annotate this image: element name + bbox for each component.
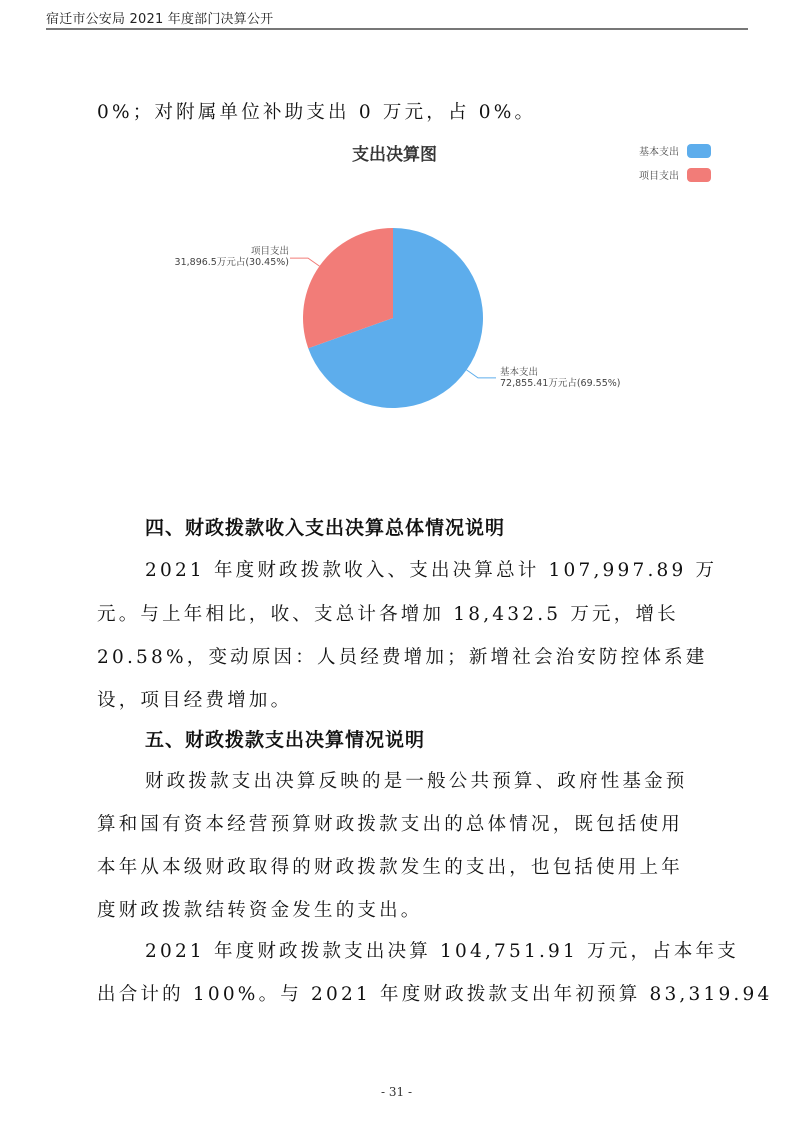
paragraph-line: 算和国有资本经营预算财政拨款支出的总体情况，既包括使用 [97,814,683,835]
pie-chart [0,0,793,440]
paragraph-line: 2021 年度财政拨款收入、支出决算总计 107,997.89 万 [145,560,718,581]
paragraph-line: 度财政拨款结转资金发生的支出。 [97,900,423,921]
document-header: 宿迁市公安局 2021 年度部门决算公开 [46,12,274,27]
pie-label-value: 72,855.41万元占(69.55%) [500,378,621,389]
pie-label-basic [500,367,621,389]
section-heading-4: 四、财政拨款收入支出决算总体情况说明 [145,517,506,539]
label-leader-line-project [290,258,319,266]
intro-line: 0%；对附属单位补助支出 0 万元，占 0%。 [97,102,537,123]
pie-label-name: 基本支出 [500,367,539,378]
chart-title: 支出决算图 [352,145,437,165]
label-leader-line-basic [467,370,496,378]
pie-label-project [175,246,289,268]
paragraph-line: 设，项目经费增加。 [97,690,293,711]
paragraph-line: 元。与上年相比，收、支总计各增加 18,432.5 万元，增长 [97,604,679,625]
legend-label: 项目支出 [639,171,679,182]
paragraph-line: 2021 年度财政拨款支出决算 104,751.91 万元，占本年支 [145,941,739,962]
pie-label-value: 31,896.5万元占(30.45%) [174,257,289,268]
paragraph-line: 本年从本级财政取得的财政拨款发生的支出，也包括使用上年 [97,857,683,878]
page-number: - 31 - [380,1085,412,1099]
legend-label: 基本支出 [639,147,679,158]
paragraph-line: 20.58%，变动原因：人员经费增加；新增社会治安防控体系建 [97,647,708,668]
paragraph-line: 出合计的 100%。与 2021 年度财政拨款支出年初预算 83,319.94 [97,984,773,1005]
paragraph-line: 财政拨款支出决算反映的是一般公共预算、政府性基金预 [145,771,688,792]
pie-label-name: 项目支出 [250,246,289,257]
section-heading-5: 五、财政拨款支出决算情况说明 [145,729,426,751]
